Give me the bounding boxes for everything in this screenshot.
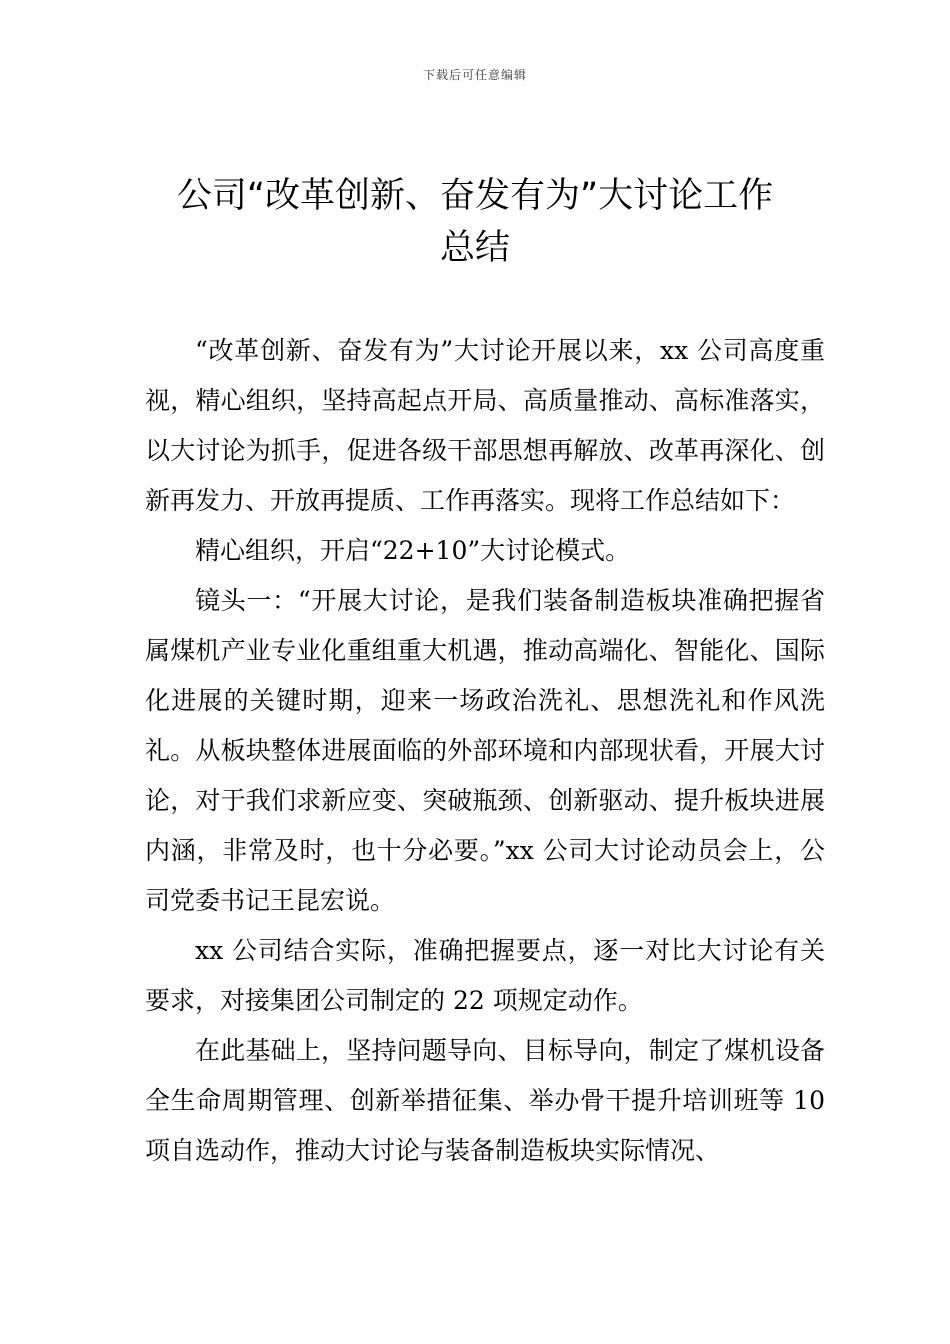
header-note: 下载后可任意编辑 [422,68,527,82]
title-line-1: 公司“改革创新、奋发有为”大讨论工作 [176,176,774,216]
paragraph-intro: “改革创新、奋发有为”大讨论开展以来，xx 公司高度重视，精心组织，坚持高起点开局、高质量推动、高标准落实，以大讨论为抓手，促进各级干部思想再解放、改革再深化、创新再发力、开放再提质、工作再落实。现将工作总结如下： [145,336,825,515]
document-title [120,170,830,274]
paragraph-scene-one: 镜头一：“开展大讨论，是我们装备制造板块准确把握省属煤机产业专业化重组重大机遇，推动高端化、智能化、国际化进展的关键时期，迎来一场政治洗礼、思想洗礼和作风洗礼。从板块整体进展面临的外部环境和内部现状看，开展大讨论，对于我们求新应变、突破瓶颈、创新驱动、提升板块进展内涵，非常及时，也十分必要。”xx 公司大讨论动员会上，公司党委书记王昆宏说。 [145,586,825,915]
document-body [145,326,825,1176]
title-line-2: 总结 [439,228,510,268]
paragraph-requirements: xx 公司结合实际，准确把握要点，逐一对比大讨论有关要求，对接集团公司制定的 22 项规定动作。 [145,936,825,1015]
paragraph-heading: 精心组织，开启“22+10”大讨论模式。 [195,536,631,565]
paragraph-actions: 在此基础上，坚持问题导向、目标导向，制定了煤机设备全生命周期管理、创新举措征集、举办骨干提升培训班等 10 项自选动作，推动大讨论与装备制造板块实际情况、 [145,1036,825,1165]
